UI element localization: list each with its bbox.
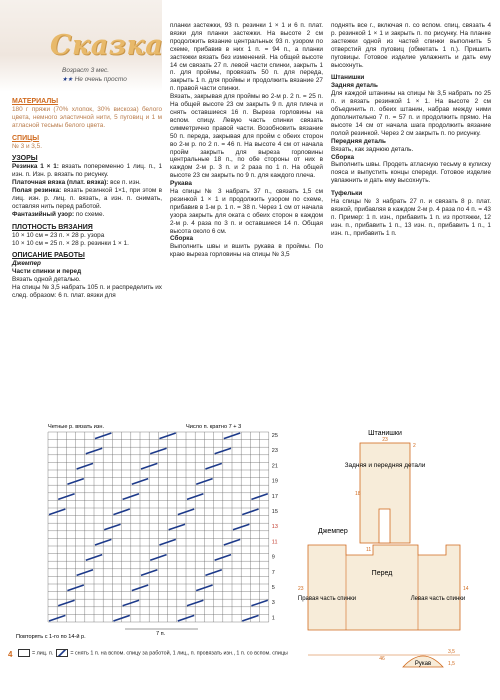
materials-heading: МАТЕРИАЛЫ — [12, 98, 59, 105]
chart-row-number: 17 — [271, 493, 278, 500]
chart-right-note: Число п. кратно 7 + 3 — [186, 424, 242, 430]
pattern-hollow-rib: Полая резинка: вязать резинкой 1×1, при этом в лиц. изн. р. лиц. п. вязать, а изн. п. снимать, оставляя нить перед работой. — [12, 187, 163, 210]
dim-sleeve-h1: 3,5 — [448, 649, 455, 655]
col2-text-2: Вязать, закрывая для проймы во 2-м р. 2 п. = 25 п. На общей высоте 23 см закрыть 9 п. для плеча и снять оставшиеся 16 п. Вырезa горловины на вспом. спицу. Левую часть спинки связать симметрично правой части. Возобновить вязание 50 п. переда, закрывая для пройм с обеих сторон во 2-м р. по 2 п. = 46 п. На высоте 4 см от начала пройм закрыть для выреза горловины центральные 18 п., по обе стороны от них в каждом 2-м р. 3 п. и 2 раза по 1 п. На общей высоте 23 см закрыть по 9 п. для каждого плеча. — [170, 93, 323, 180]
chart-left-note: Четные р. вязать изн. — [48, 424, 105, 430]
chart-grid — [48, 432, 269, 622]
page-title: Сказка — [50, 30, 164, 61]
dim-top: 23 — [382, 437, 388, 443]
back-piece-heading: Задняя деталь — [331, 82, 378, 90]
chart-row-number: 9 — [271, 554, 275, 561]
col3-text-4: Выполнить швы. Продеть атласную тесьму в кулиску пояса и выпустить концы спереди. Готовое изделие увлажнить и дать ему высохнуть. — [331, 161, 491, 185]
pants-gap — [379, 509, 390, 543]
chart-row-number: 23 — [271, 448, 278, 455]
column-1 — [12, 98, 162, 300]
chart-legend — [18, 649, 288, 657]
jumper-shape — [308, 545, 460, 630]
pattern-rib: Резинка 1 × 1: вязать попеременно 1 лиц. п., 1 изн. п. Изн. р. вязать по рисунку. — [12, 163, 163, 179]
chart-row-number: 13 — [271, 524, 278, 531]
dim-jumper-h: 23 — [298, 586, 304, 592]
chart-row-number: 25 — [271, 433, 278, 439]
chart-row-number: 1 — [271, 615, 275, 622]
chart-row-numbers — [272, 433, 278, 621]
difficulty — [62, 75, 127, 85]
left-back-label: Левая часть спинки — [410, 596, 466, 602]
pattern-fancy: Фантазийный узор: по схеме. — [12, 210, 105, 218]
difficulty-label: Не очень просто — [74, 76, 127, 83]
column-3 — [331, 22, 491, 238]
col3-text-3: Вязать, как заднюю деталь. — [331, 145, 414, 153]
assembly-heading: Сборка — [170, 235, 194, 243]
right-back-label: Правая часть спинки — [297, 596, 357, 602]
cross-symbol-icon — [56, 649, 68, 657]
jumper-heading: Джемпер — [12, 260, 41, 268]
sleeve-heading: Рукава — [170, 180, 192, 188]
needles-heading: СПИЦЫ — [12, 134, 40, 142]
density-heading: ПЛОТНОСТЬ ВЯЗАНИЯ — [12, 223, 93, 231]
dim-pants-top: 2 — [413, 443, 416, 449]
pants-label: Штанишки — [368, 430, 402, 437]
knit-symbol-icon — [18, 649, 30, 657]
knitting-chart — [16, 422, 288, 642]
pants-heading: Штанишки — [331, 74, 365, 82]
col3-text-2: Для каждой штанины на спицы № 3,5 набрать по 25 п. и вязать резинкой 1 × 1. На высоте 2 см объединить п. обеих штанин, набрав между ними дополнительно 7 п. = 57 п. и продолжить прямо. На высоте 14 см от начала шага продолжить вязание полой резинкой. Через 2 см закрыть п. по рисунку. — [331, 90, 491, 137]
back-front-heading: Части спинки и перед — [12, 268, 82, 276]
pattern-garter: Платочная вязка (плат. вязка): все п. изн. — [12, 179, 141, 187]
col3-text-5: На спицы № 3 набрать 27 п. и связать 8 р. плат. вязкой, прибавляя в каждом 2-м р. 4 раза по 4 п. = 43 п. Пример: 1 п. изн., прибавить 1 п. из протяжки, 12 изн. п., прибавить 1 п., 13 изн. п., прибавить 1 п., 1 изн. п., прибавить 1 п. — [331, 198, 491, 237]
repeat-label: 7 п. — [156, 631, 166, 637]
subtitle — [62, 66, 127, 85]
legend-knit: = лиц. п. — [32, 650, 54, 657]
dim-pants-bl: 11 — [366, 547, 372, 553]
dim-jumper-total: 46 — [379, 656, 385, 662]
page-number: 4 — [8, 650, 13, 659]
col2-text-3: На спицы № 3 набрать 37 п., связать 1,5 см резинкой 1 × 1 и продолжить узором по схеме, прибавив в 1-м р. 1 п. = 38 п. Через 1 см от начала узора закрыть для оката с обеих сторон в каждом 2-м р. 4 раза по 3 п. и оставшиеся 14 п. Общая высота около 6 см. — [170, 188, 323, 235]
column-2 — [170, 22, 323, 259]
age-label: Возраст 3 мес. — [62, 67, 110, 74]
pattern-schematic — [298, 425, 498, 670]
chart-row-number: 11 — [271, 539, 278, 546]
repeat-note: Повторять с 1-го по 14-й р. — [16, 634, 86, 640]
start-text: На спицы № 3,5 набрать 105 п. и распределить их след. образом: 6 п. плат. вязки для — [12, 284, 162, 299]
back-front-label: Задняя и передняя детали — [344, 462, 426, 469]
chart-row-number: 19 — [271, 478, 278, 485]
chart-row-number: 3 — [271, 600, 275, 607]
chart-row-number: 7 — [271, 569, 275, 576]
description-heading: ОПИСАНИЕ РАБОТЫ — [12, 252, 85, 260]
title-block — [50, 30, 165, 61]
chart-row-number: 15 — [271, 509, 278, 515]
col3-text-1: поднять все г., включая п. со вспом. спиц, связать 4 р. резинкой 1 × 1 и закрыть п. по рисунку. На планке застежки одной из частей спинки выполнить 5 отверстий для пуговиц (обметать 1 п.). Пришить пуговицы. Готовое изделие увлажнить и дать ему высохнуть. — [331, 22, 491, 69]
col2-text-4: Выполнить швы и вшить рукава в проймы. По краю выреза горловины на спицы № 3,5 — [170, 243, 323, 259]
density-text: 10 × 10 см = 23 п. × 28 р. узора 10 × 10 см = 25 п. × 28 р. резинки 1 × 1. — [12, 231, 129, 247]
chart-row-number: 21 — [271, 463, 278, 470]
dim-sleeve-h2: 1,5 — [448, 661, 455, 667]
shoes-heading: Туфельки — [331, 190, 363, 198]
patterns-heading: УЗОРЫ — [12, 155, 38, 163]
materials-text: 180 г пряжи (70% хлопок, 30% вискоза) белого цвета, немного эластичной нити, 5 пуговиц и 1 м атласной тесьмы белого цвета. — [12, 105, 162, 129]
front-piece-heading: Передняя деталь — [331, 137, 386, 145]
legend-cross: = снять 1 п. на вспом. спицу за работой, 1 лиц., п. провязать изн., 1 п. со вспом. спицы — [70, 650, 288, 657]
chart-row-number: 5 — [271, 585, 275, 591]
star-icon: ★★ — [62, 77, 73, 83]
jumper-label: Джемпер — [318, 528, 348, 535]
front-label: Перед — [371, 570, 393, 577]
pants-assembly-heading: Сборка — [331, 153, 355, 161]
dim-jumper-h2: 14 — [463, 586, 469, 592]
dim-pants-h: 18 — [355, 491, 361, 497]
col2-text-1: планки застежки, 93 п. резинки 1 × 1 и 6 п. плат. вязки для планки застежки. На высоте 2 см продолжить вязание центральных 93 п. узором по схеме, прибавив в них 1 п. = 94 п., а планки застежки вязать без изменений. На общей высоте 14 см связать 27 п. левой части спинки, закрыть 1 п. для проймы, провязать 50 п. для переда, закрыть 1 п. для проймы и продолжить вязание 27 п. правой части спинки. — [170, 22, 323, 93]
needles-text: № 3 и 3,5. — [12, 142, 42, 150]
intro-text: Вязать одной деталью. — [12, 276, 81, 284]
sleeve-label: Рукав — [414, 661, 432, 667]
